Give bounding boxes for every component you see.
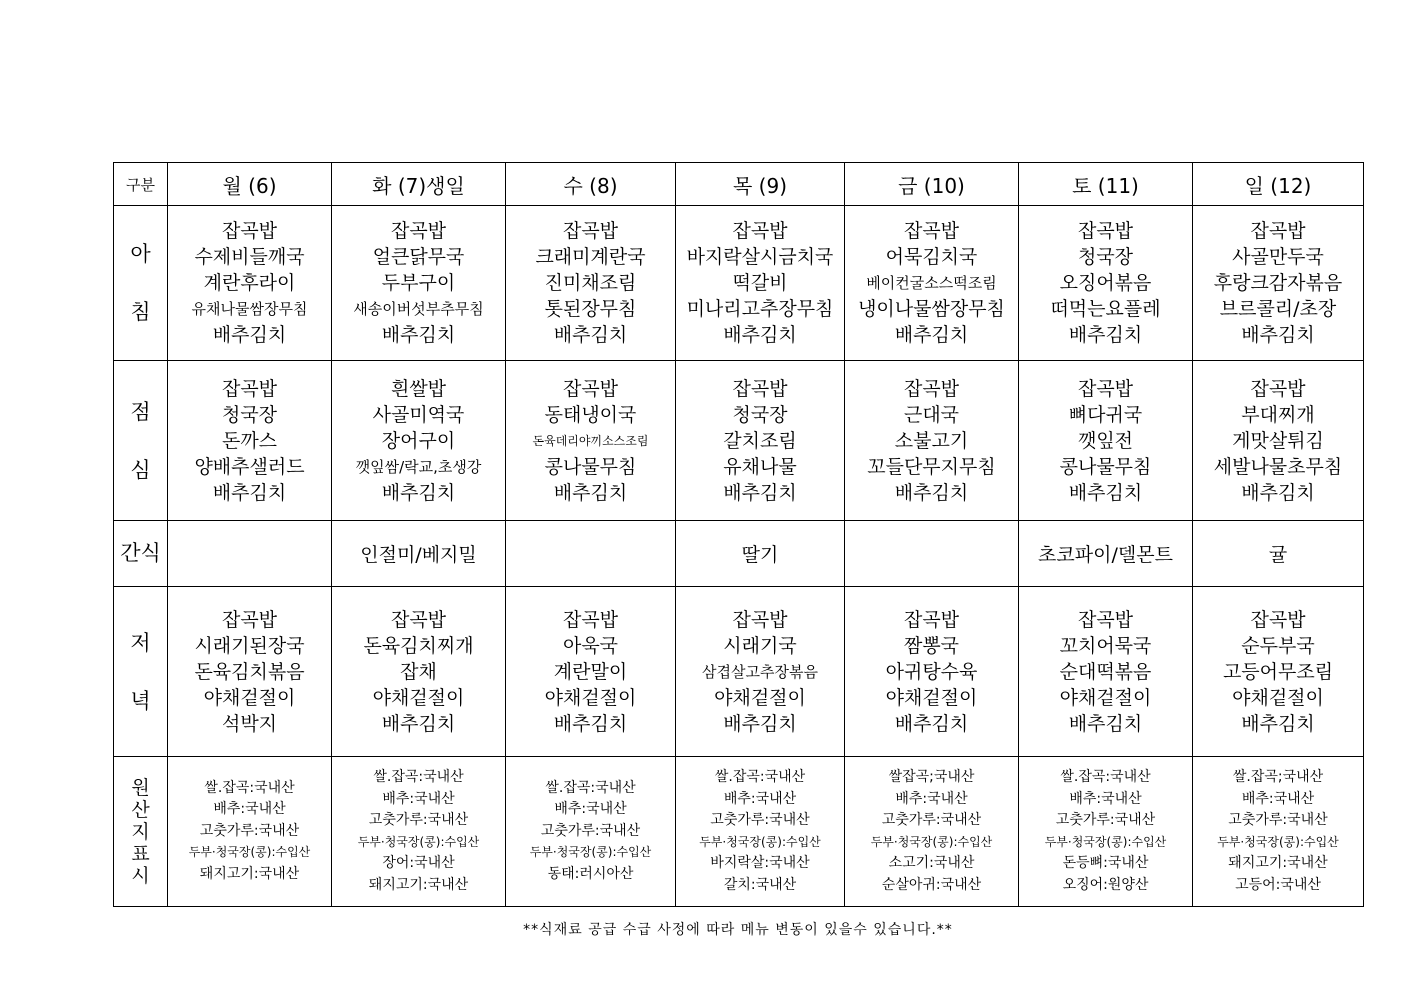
weekly-menu-table (113, 162, 1364, 907)
menu-change-notice: **식재료 공급 수급 사정에 따라 메뉴 변동이 있을수 있습니다.** (523, 922, 953, 938)
snack-cell (845, 521, 1019, 587)
snack-label: 간식 (114, 521, 168, 587)
day-header: 금 (10) (845, 163, 1019, 206)
breakfast-cell: 잡곡밥 바지락살시금치국 떡갈비 미나리고추장무침 배추김치 (676, 206, 845, 361)
origin-cell: 쌀잡곡;국내산 배추:국내산 고춧가루:국내산 두부·청국장(콩):수입산 소고기:국내산 순살아귀:국내산 (845, 757, 1019, 907)
header-row (114, 163, 1364, 206)
origin-cell: 쌀.잡곡:국내산 배추:국내산 고춧가루:국내산 두부·청국장(콩):수입산 돈등뼈:국내산 오징어:원양산 (1019, 757, 1193, 907)
dinner-cell: 잡곡밥 짬뽕국 아귀탕수육 야채겉절이 배추김치 (845, 587, 1019, 757)
lunch-cell: 잡곡밥 동태냉이국 돈육데리야끼소스조림 콩나물무침 배추김치 (506, 361, 676, 521)
breakfast-cell: 잡곡밥 얼큰닭무국 두부구이 새송이버섯부추무침 배추김치 (332, 206, 506, 361)
origin-label: 원 산 지 표 시 (114, 757, 168, 907)
snack-row (114, 521, 1364, 587)
lunch-cell: 잡곡밥 부대찌개 게맛살튀김 세발나물초무침 배추김치 (1193, 361, 1364, 521)
breakfast-label: 아 침 (114, 206, 168, 361)
snack-cell: 귤 (1193, 521, 1364, 587)
day-header: 토 (11) (1019, 163, 1193, 206)
breakfast-cell: 잡곡밥 크래미계란국 진미채조림 톳된장무침 배추김치 (506, 206, 676, 361)
dinner-cell: 잡곡밥 돈육김치찌개 잡채 야채겉절이 배추김치 (332, 587, 506, 757)
lunch-cell: 잡곡밥 청국장 갈치조림 유채나물 배추김치 (676, 361, 845, 521)
origin-cell: 쌀.잡곡;국내산 배추:국내산 고춧가루:국내산 두부·청국장(콩):수입산 돼지고기:국내산 고등어:국내산 (1193, 757, 1364, 907)
dinner-cell: 잡곡밥 시래기국 삼겹살고추장볶음 야채겉절이 배추김치 (676, 587, 845, 757)
day-header: 월 (6) (168, 163, 332, 206)
corner-label: 구분 (114, 163, 168, 206)
lunch-row (114, 361, 1364, 521)
origin-cell: 쌀.잡곡:국내산 배추:국내산 고춧가루:국내산 두부·청국장(콩):수입산 바지락살:국내산 갈치:국내산 (676, 757, 845, 907)
dinner-row (114, 587, 1364, 757)
lunch-cell: 흰쌀밥 사골미역국 장어구이 깻잎쌈/락교,초생강 배추김치 (332, 361, 506, 521)
snack-cell (506, 521, 676, 587)
breakfast-row (114, 206, 1364, 361)
lunch-cell: 잡곡밥 뼈다귀국 깻잎전 콩나물무침 배추김치 (1019, 361, 1193, 521)
snack-cell (168, 521, 332, 587)
dinner-label: 저 녁 (114, 587, 168, 757)
snack-cell: 초코파이/델몬트 (1019, 521, 1193, 587)
breakfast-cell: 잡곡밥 사골만두국 후랑크감자볶음 브르콜리/초장 배추김치 (1193, 206, 1364, 361)
lunch-cell: 잡곡밥 근대국 소불고기 꼬들단무지무침 배추김치 (845, 361, 1019, 521)
day-header: 화 (7)생일 (332, 163, 506, 206)
breakfast-cell: 잡곡밥 수제비들깨국 계란후라이 유채나물쌈장무침 배추김치 (168, 206, 332, 361)
snack-cell: 딸기 (676, 521, 845, 587)
dinner-cell: 잡곡밥 순두부국 고등어무조림 야채겉절이 배추김치 (1193, 587, 1364, 757)
dinner-cell: 잡곡밥 꼬치어묵국 순대떡볶음 야채겉절이 배추김치 (1019, 587, 1193, 757)
lunch-label: 점 심 (114, 361, 168, 521)
snack-cell: 인절미/베지밀 (332, 521, 506, 587)
origin-row (114, 757, 1364, 907)
lunch-cell: 잡곡밥 청국장 돈까스 양배추샐러드 배추김치 (168, 361, 332, 521)
dinner-cell: 잡곡밥 시래기된장국 돈육김치볶음 야채겉절이 석박지 (168, 587, 332, 757)
origin-cell: 쌀.잡곡:국내산 배추:국내산 고춧가루:국내산 두부·청국장(콩):수입산 동태:러시아산 (506, 757, 676, 907)
dinner-cell: 잡곡밥 아욱국 계란말이 야채겉절이 배추김치 (506, 587, 676, 757)
origin-cell: 쌀.잡곡:국내산 배추:국내산 고춧가루:국내산 두부·청국장(콩):수입산 장어:국내산 돼지고기:국내산 (332, 757, 506, 907)
breakfast-cell: 잡곡밥 어묵김치국 베이컨굴소스떡조림 냉이나물쌈장무침 배추김치 (845, 206, 1019, 361)
day-header: 수 (8) (506, 163, 676, 206)
day-header: 목 (9) (676, 163, 845, 206)
origin-cell: 쌀.잡곡:국내산 배추:국내산 고춧가루:국내산 두부·청국장(콩):수입산 돼지고기:국내산 (168, 757, 332, 907)
breakfast-cell: 잡곡밥 청국장 오징어볶음 떠먹는요플레 배추김치 (1019, 206, 1193, 361)
day-header: 일 (12) (1193, 163, 1364, 206)
